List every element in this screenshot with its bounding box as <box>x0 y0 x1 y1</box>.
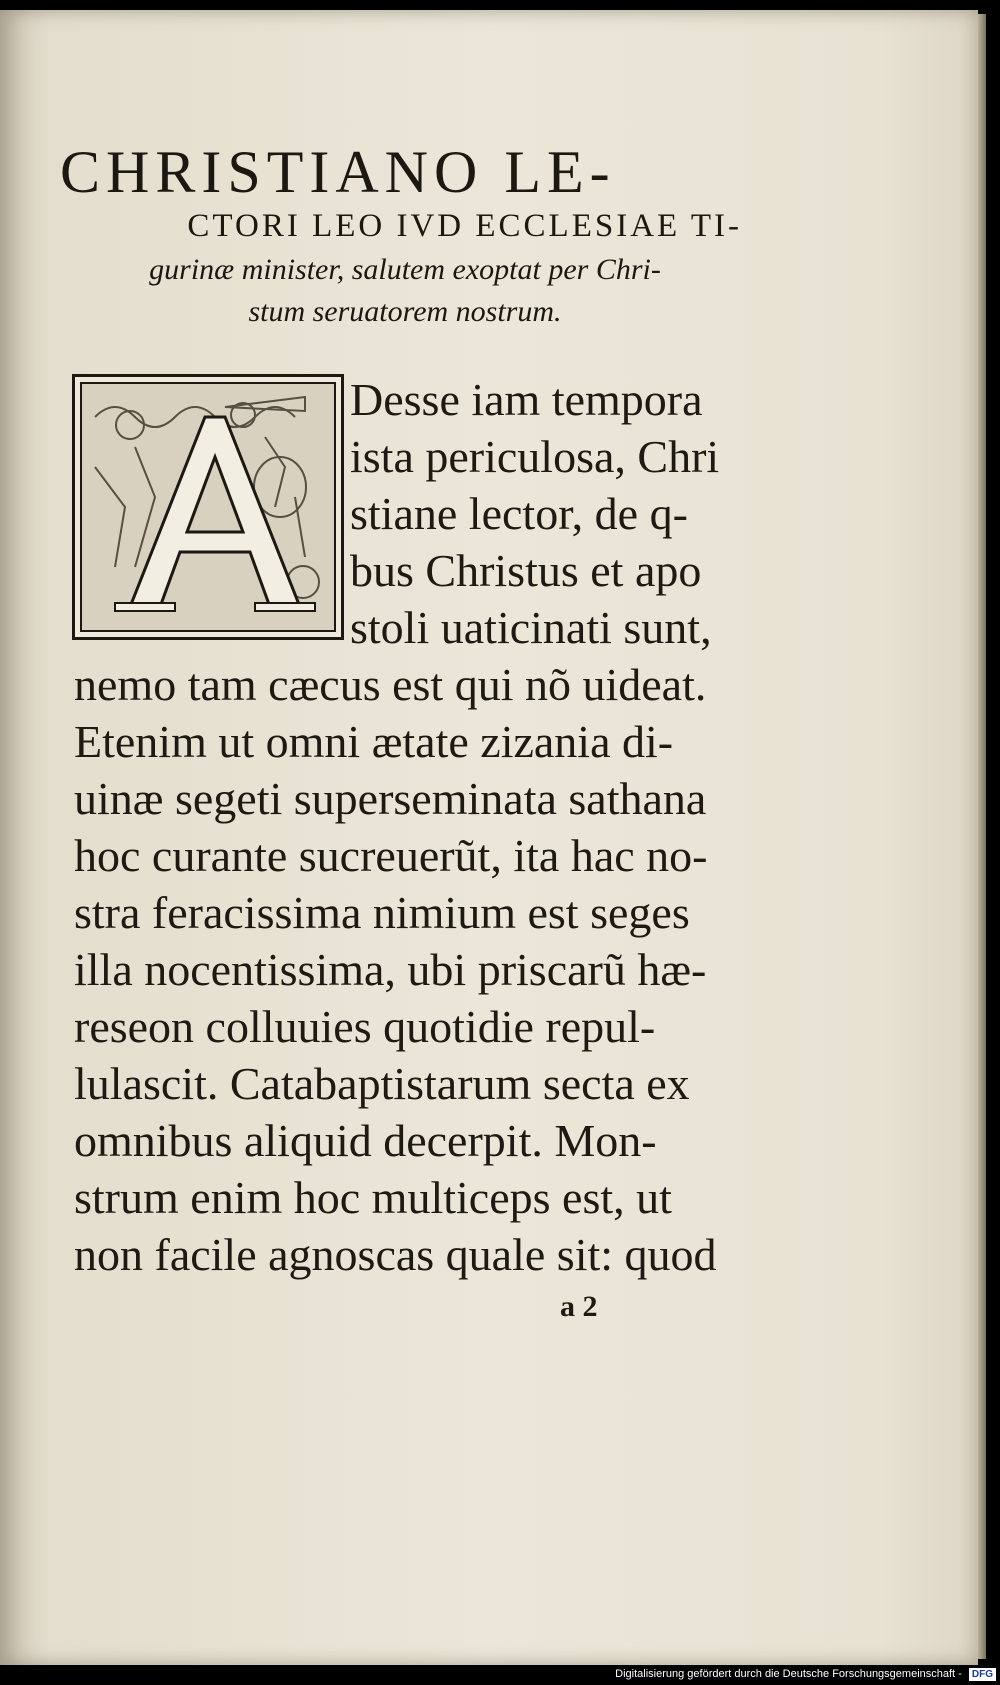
text-line: lulascit. Catabaptistarum secta ex <box>74 1058 690 1109</box>
text-line: hoc curante sucreuerũt, ita hac no- <box>74 830 708 881</box>
text-line: strum enim hoc multiceps est, ut <box>74 1172 672 1223</box>
decorated-initial-icon <box>72 374 344 640</box>
footer-credit <box>615 1666 996 1682</box>
text-line: stra feracissima nimium est seges <box>74 887 690 938</box>
text-line: illa nocentissima, ubi priscarũ hæ- <box>74 944 707 995</box>
text-line: stiane lector, de q- <box>350 488 688 539</box>
text-line: omnibus aliquid decerpit. Mon- <box>74 1115 657 1166</box>
dfg-logo: DFG <box>969 1668 996 1681</box>
text-line: bus Christus et apo <box>350 545 702 596</box>
signature-mark: a 2 <box>560 1290 598 1323</box>
heading-line-2: CTORI LEO IVD ECCLESIAE TI- <box>187 208 742 244</box>
text-line: non facile agnoscas quale sit: quod <box>74 1229 717 1280</box>
page-edge <box>978 14 986 1659</box>
footer-text: Digitalisierung gefördert durch die Deutsche Forschungsgemeinschaft - <box>615 1668 962 1680</box>
text-line: nemo tam cæcus est qui nõ uideat. <box>74 659 707 710</box>
heading-line-3: gurinæ minister, salutem exoptat per Chri- <box>149 253 661 286</box>
text-line: reseon colluuies quotidie repul- <box>74 1001 656 1052</box>
text-line: stoli uaticinati sunt, <box>350 602 712 653</box>
text-line: ista periculosa, Chri <box>350 431 720 482</box>
heading-line-4: stum seruatorem nostrum. <box>248 295 562 328</box>
text-line: Etenim ut omni ætate zizania di- <box>74 716 674 767</box>
heading-line-1: CHRISTIANO LE- <box>60 139 616 205</box>
text-line: uinæ segeti superseminata sathana <box>74 773 707 824</box>
text-line: Desse iam tempora <box>350 374 703 425</box>
